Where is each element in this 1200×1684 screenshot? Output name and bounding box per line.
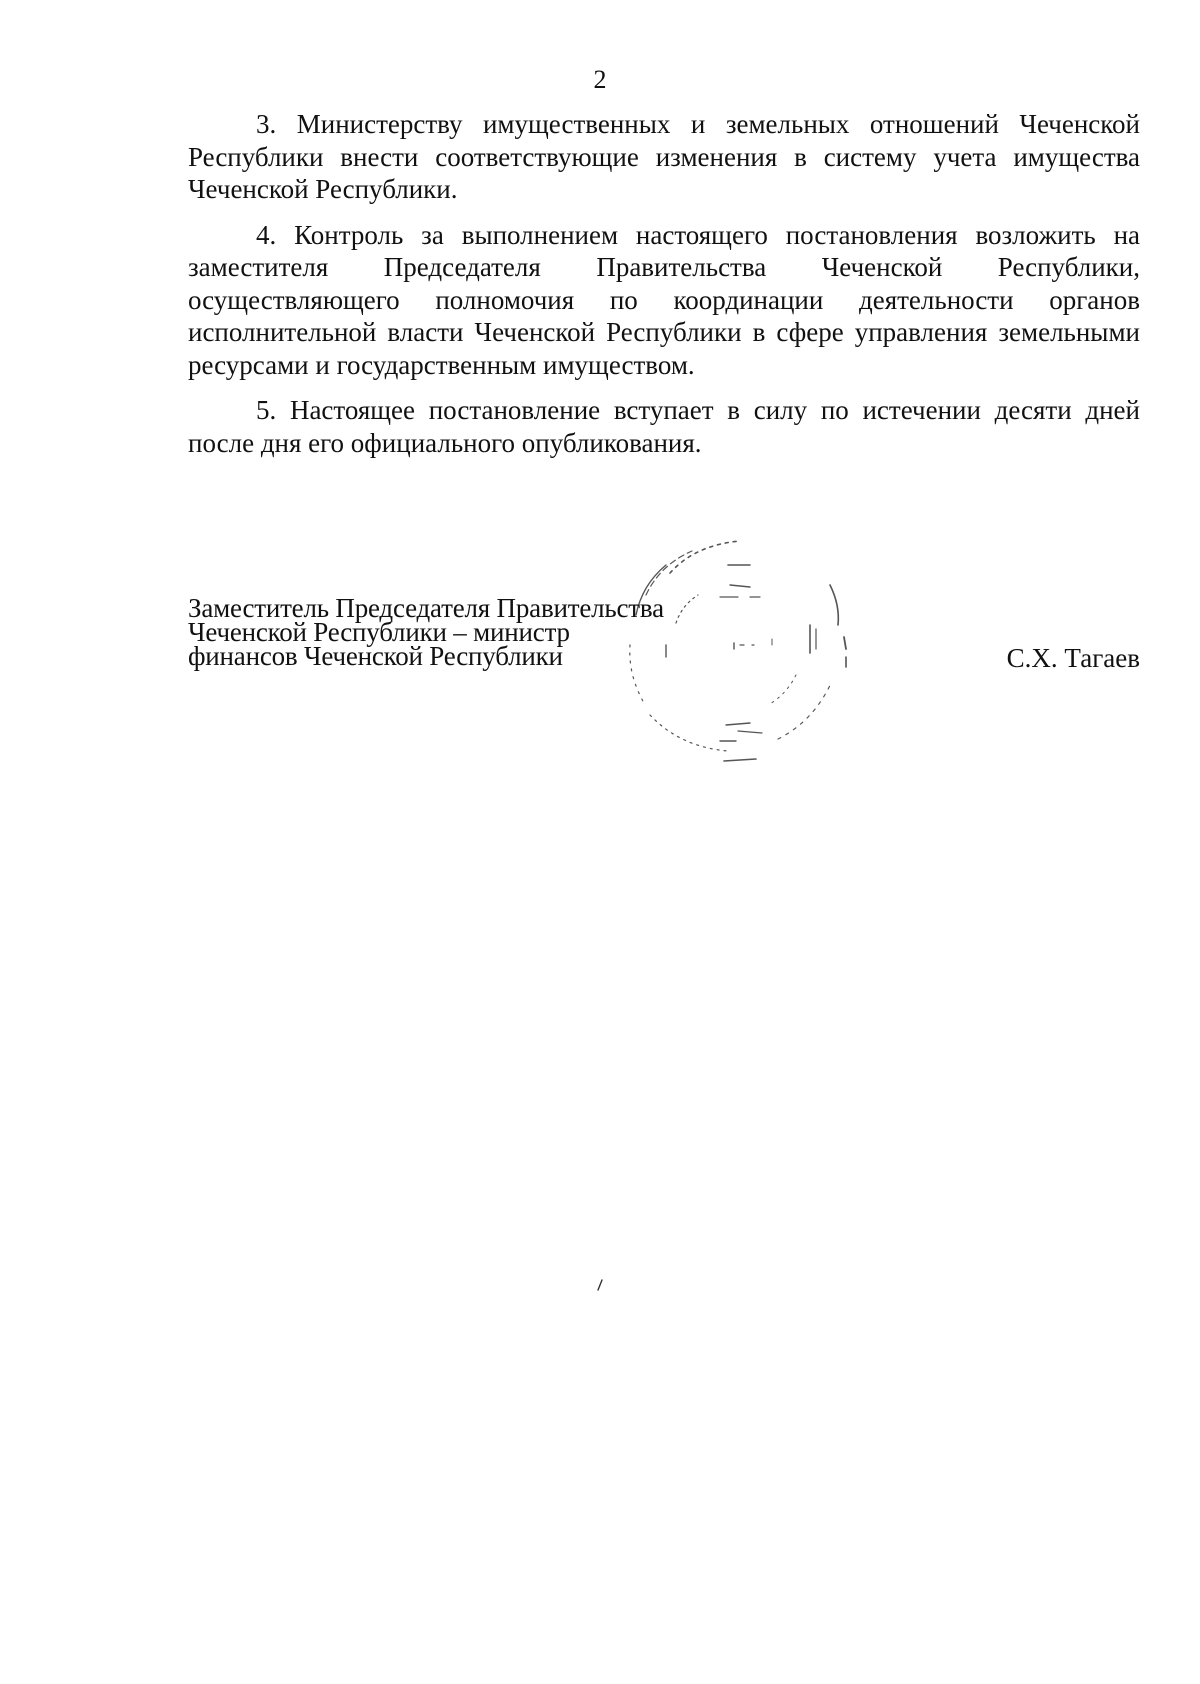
paragraph-3: 3. Министерству имущественных и земельных отношений Чеченской Республики внести соответствующие изменения в систему учета имущества Чеченской Республики. (188, 109, 1140, 204)
signature-block (188, 593, 1140, 676)
page-number: 2 (593, 65, 607, 94)
paragraph-5: 5. Настоящее постановление вступает в силу по истечении десяти дней после дня его официального опубликования. (188, 395, 1140, 458)
signatory-title-line: Чеченской Республики – министр (188, 617, 570, 647)
signatory-title-line: Заместитель Председателя Правительства (188, 593, 664, 623)
signatory-title-line: финансов Чеченской Республики (188, 641, 563, 671)
signatory-title (188, 593, 664, 671)
signatory-name: С.Х. Тагаев (1006, 643, 1140, 673)
document-body (188, 108, 1140, 472)
paragraph-4: 4. Контроль за выполнением настоящего постановления возложить на заместителя Председателя Правительства Чеченской Республики, осуществляющего полномочия по координации деятельности органов исполнительной власти Чеченской Республики в сфере управления земельными ресурсами и государственным имуществом. (188, 219, 1140, 380)
stray-mark-icon (595, 1278, 605, 1292)
